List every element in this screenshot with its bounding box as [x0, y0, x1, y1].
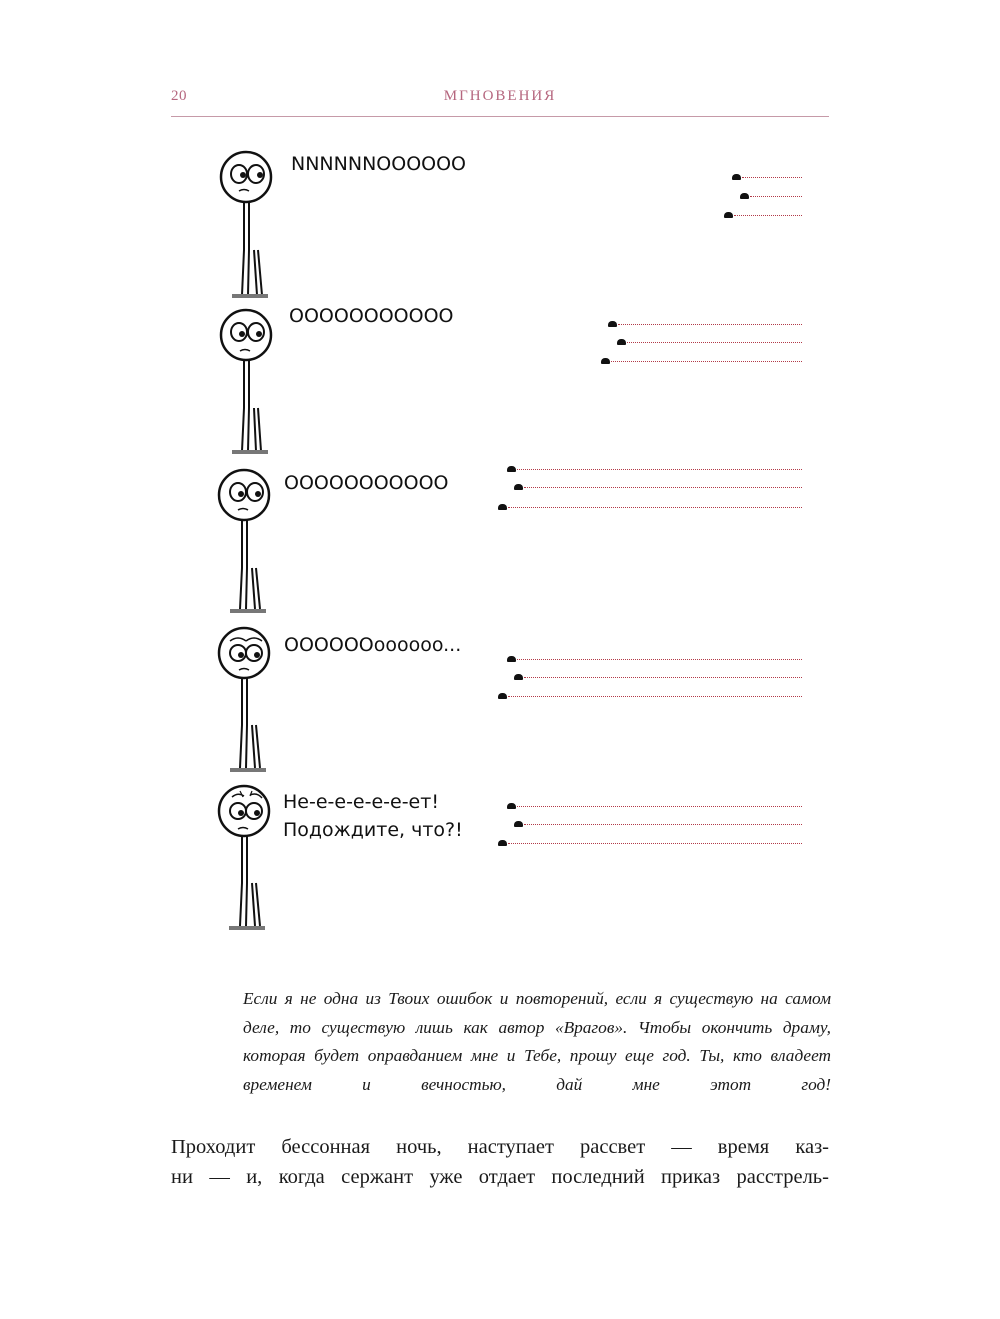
bullet-mark: [507, 466, 516, 472]
bullet-mark: [724, 212, 733, 218]
stick-figure-icon: [212, 625, 282, 777]
dotted-line: [611, 361, 802, 362]
comic-frame-2: [0, 305, 1000, 465]
bullet-mark: [498, 693, 507, 699]
dotted-line: [750, 196, 802, 197]
stick-figure-icon: [212, 150, 282, 302]
bullet-mark: [507, 656, 516, 662]
dotted-line: [517, 659, 802, 660]
epigraph-quote: Если я не одна из Твоих ошибок и повторений, если я существую на самом деле, то существую лишь как автор «Врагов». Чтобы окончить драму, которая будет оправданием мне и Тебе, прошу еще год. Ты, кто владеет временем и вечностью, дай мне этот год!: [243, 989, 831, 1094]
dotted-line: [517, 469, 802, 470]
bullet-mark: [732, 174, 741, 180]
dotted-line: [524, 487, 802, 488]
bullet-mark: [514, 674, 523, 680]
speech-text: Не-е-е-е-е-е-ет! Подождите, что?!: [283, 791, 463, 841]
comic-frame-5: [0, 783, 1000, 943]
dotted-line: [517, 806, 802, 807]
body-text-line: ни — и, когда сержант уже отдает последний приказ расстрель-: [171, 1166, 829, 1188]
dotted-line: [508, 696, 802, 697]
comic-frame-3: [0, 465, 1000, 625]
stick-figure-icon: [212, 783, 282, 935]
dotted-line: [508, 507, 802, 508]
bullet-mark: [514, 484, 523, 490]
speech-text: OOOOOOOOOOO: [284, 472, 449, 494]
speech-text: NNNNNNOOOOOO: [291, 153, 467, 175]
stick-figure-icon: [212, 465, 282, 617]
speech-text: OOOOOOOOOOO: [289, 305, 454, 327]
body-text-line: Проходит бессонная ночь, наступает рассвет — время каз-: [171, 1136, 829, 1158]
dotted-line: [618, 324, 802, 325]
comic-frame-4: [0, 625, 1000, 785]
bullet-mark: [601, 358, 610, 364]
dotted-line: [524, 677, 802, 678]
bullet-mark: [740, 193, 749, 199]
page-number: 20: [171, 88, 187, 104]
header-rule: [171, 116, 829, 117]
bullet-mark: [507, 803, 516, 809]
dotted-line: [742, 177, 802, 178]
bullet-mark: [617, 339, 626, 345]
dotted-line: [627, 342, 802, 343]
dotted-line: [524, 824, 802, 825]
dotted-line: [508, 843, 802, 844]
comic-frame-1: [0, 150, 1000, 310]
stick-figure-icon: [212, 305, 282, 457]
running-title: МГНОВЕНИЯ: [443, 88, 557, 104]
dotted-line: [734, 215, 802, 216]
speech-text: OOOOOOoooooo...: [284, 634, 462, 656]
bullet-mark: [498, 840, 507, 846]
bullet-mark: [498, 504, 507, 510]
bullet-mark: [608, 321, 617, 327]
bullet-mark: [514, 821, 523, 827]
